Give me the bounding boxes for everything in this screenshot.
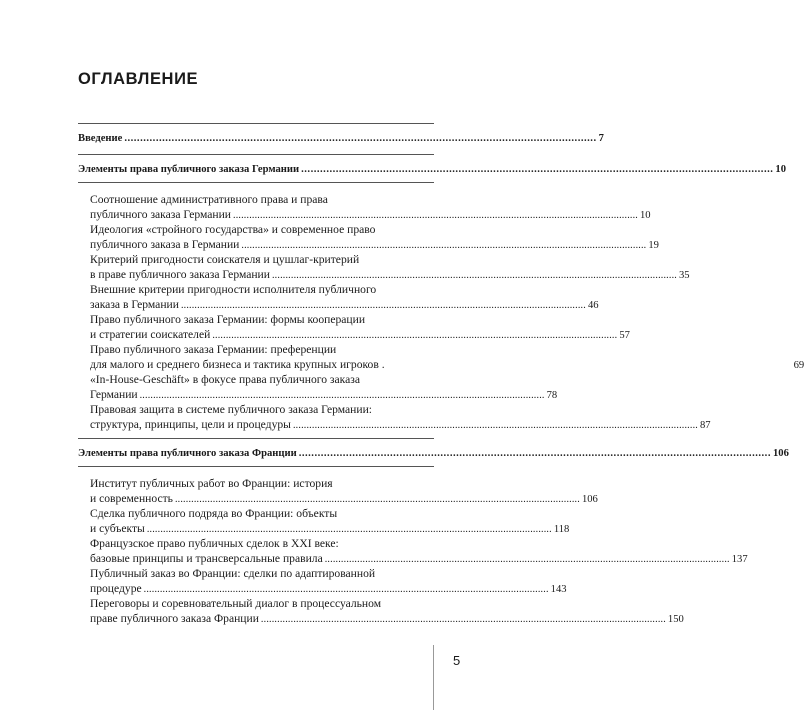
toc-entry[interactable] (90, 566, 567, 597)
entry-page: 150 (667, 614, 684, 626)
dot-leader: ...................................................................................................................................................... (146, 524, 552, 536)
dot-leader: ...................................................................................................................................................... (292, 420, 698, 432)
toc-entry[interactable] (90, 536, 748, 567)
toc-entry[interactable] (90, 402, 711, 433)
dot-leader: ...................................................................................................................................................... (174, 494, 580, 506)
toc-entry[interactable] (90, 372, 558, 403)
entry-page: 118 (553, 524, 570, 536)
entry-title-line1: Переговоры и соревновательный диалог в процессуальном (90, 597, 382, 610)
entry-page: 35 (678, 270, 690, 282)
divider (78, 123, 434, 124)
section-page: 10 (775, 164, 786, 175)
page-number: 5 (453, 653, 461, 668)
toc-entry[interactable] (90, 506, 570, 537)
entry-title-line2: базовые принципы и трансверсальные правила (90, 552, 323, 566)
entry-page: 46 (587, 300, 599, 312)
toc-entry[interactable] (90, 342, 804, 373)
entry-page: 143 (550, 584, 567, 596)
entry-page: 57 (619, 330, 630, 342)
entry-title-line1: Идеология «стройного государства» и современное право (90, 223, 376, 236)
section-title: Элементы права публичного заказа Германии (78, 164, 300, 175)
dot-leader: ...................................................................................................................................................... (298, 448, 771, 459)
dot-leader: ...................................................................................................................................................... (241, 240, 647, 252)
dot-leader: ...................................................................................................................................................... (143, 584, 549, 596)
entry-title-line2: Германии (90, 388, 138, 402)
entry-title-line1: Право публичного заказа Германии: формы кооперации (90, 313, 366, 326)
entry-title-line2: заказа в Германии (90, 298, 179, 312)
toc-entry[interactable] (90, 192, 651, 223)
divider (78, 466, 434, 467)
toc-entry[interactable] (90, 312, 630, 343)
toc-entry[interactable] (90, 282, 599, 313)
entry-title-line2: и субъекты (90, 522, 145, 536)
entry-title-line1: Право публичного заказа Германии: преференции (90, 343, 337, 356)
toc-entry[interactable] (90, 476, 598, 507)
toc-intro-page: 7 (598, 133, 604, 144)
entry-title-line2: и стратегии соискателей (90, 328, 211, 342)
dot-leader: ...................................................................................................................................................... (124, 133, 597, 144)
dot-leader: ...................................................................................................................................................... (180, 300, 586, 312)
entry-page: 10 (640, 210, 651, 222)
entry-title-line1: Соотношение административного права и права (90, 193, 328, 206)
dot-leader: ...................................................................................................................................................... (324, 554, 730, 566)
section-title: Элементы права публичного заказа Франции (78, 448, 297, 459)
entry-page: 78 (546, 390, 558, 402)
entry-title-line2: в праве публичного заказа Германии (90, 268, 270, 282)
dot-leader: ...................................................................................................................................................... (271, 270, 677, 282)
entry-title-line1: Сделка публичного подряда во Франции: объекты (90, 507, 338, 520)
section-page: 106 (772, 448, 789, 459)
entry-title-line2: и современность (90, 492, 173, 506)
dot-leader: ...................................................................................................................................................... (212, 330, 618, 342)
dot-leader: ...................................................................................................................................................... (139, 390, 545, 402)
toc-entry[interactable] (90, 596, 684, 627)
entry-title-line1: Критерий пригодности соискателя и цушлаг-критерий (90, 253, 360, 266)
entry-title-line1: Институт публичных работ во Франции: история (90, 477, 333, 490)
entry-title-line1: Французское право публичных сделок в XXI веке: (90, 537, 339, 550)
toc-section-germany[interactable] (78, 163, 786, 177)
entry-page: 69 (793, 360, 804, 372)
entry-title-line2: праве публичного заказа Франции (90, 612, 259, 626)
toc-intro-title: Введение (78, 133, 123, 144)
entry-title-line2: для малого и среднего бизнеса и тактика крупных игроков . (90, 358, 385, 372)
entry-page: 19 (648, 240, 659, 252)
entry-title-line2: структура, принципы, цели и процедуры (90, 418, 291, 432)
toc-intro[interactable] (78, 132, 604, 146)
entry-title-line1: «In-House-Geschäft» в фокусе права публичного заказа (90, 373, 360, 386)
entry-title-line1: Правовая защита в системе публичного заказа Германии: (90, 403, 372, 416)
entry-title-line1: Внешние критерии пригодности исполнителя публичного (90, 283, 377, 296)
entry-page: 106 (581, 494, 598, 506)
divider (78, 154, 434, 155)
dot-leader: ...................................................................................................................................................... (301, 164, 774, 175)
dot-leader: ...................................................................................................................................................... (233, 210, 638, 222)
toc-heading: ОГЛАВЛЕНИЕ (78, 70, 199, 88)
entry-title-line2: публичного заказа в Германии (90, 238, 240, 252)
entry-page: 137 (731, 554, 748, 566)
toc-entry[interactable] (90, 222, 659, 253)
page-number-divider (433, 645, 434, 710)
toc-entry[interactable] (90, 252, 690, 283)
entry-page: 87 (699, 420, 711, 432)
divider (78, 182, 434, 183)
dot-leader: ...................................................................................................................................................... (260, 614, 666, 626)
entry-title-line1: Публичный заказ во Франции: сделки по адаптированной (90, 567, 376, 580)
entry-title-line2: процедуре (90, 582, 142, 596)
entry-title-line2: публичного заказа Германии (90, 208, 231, 222)
toc-section-france[interactable] (78, 447, 789, 461)
divider (78, 438, 434, 439)
